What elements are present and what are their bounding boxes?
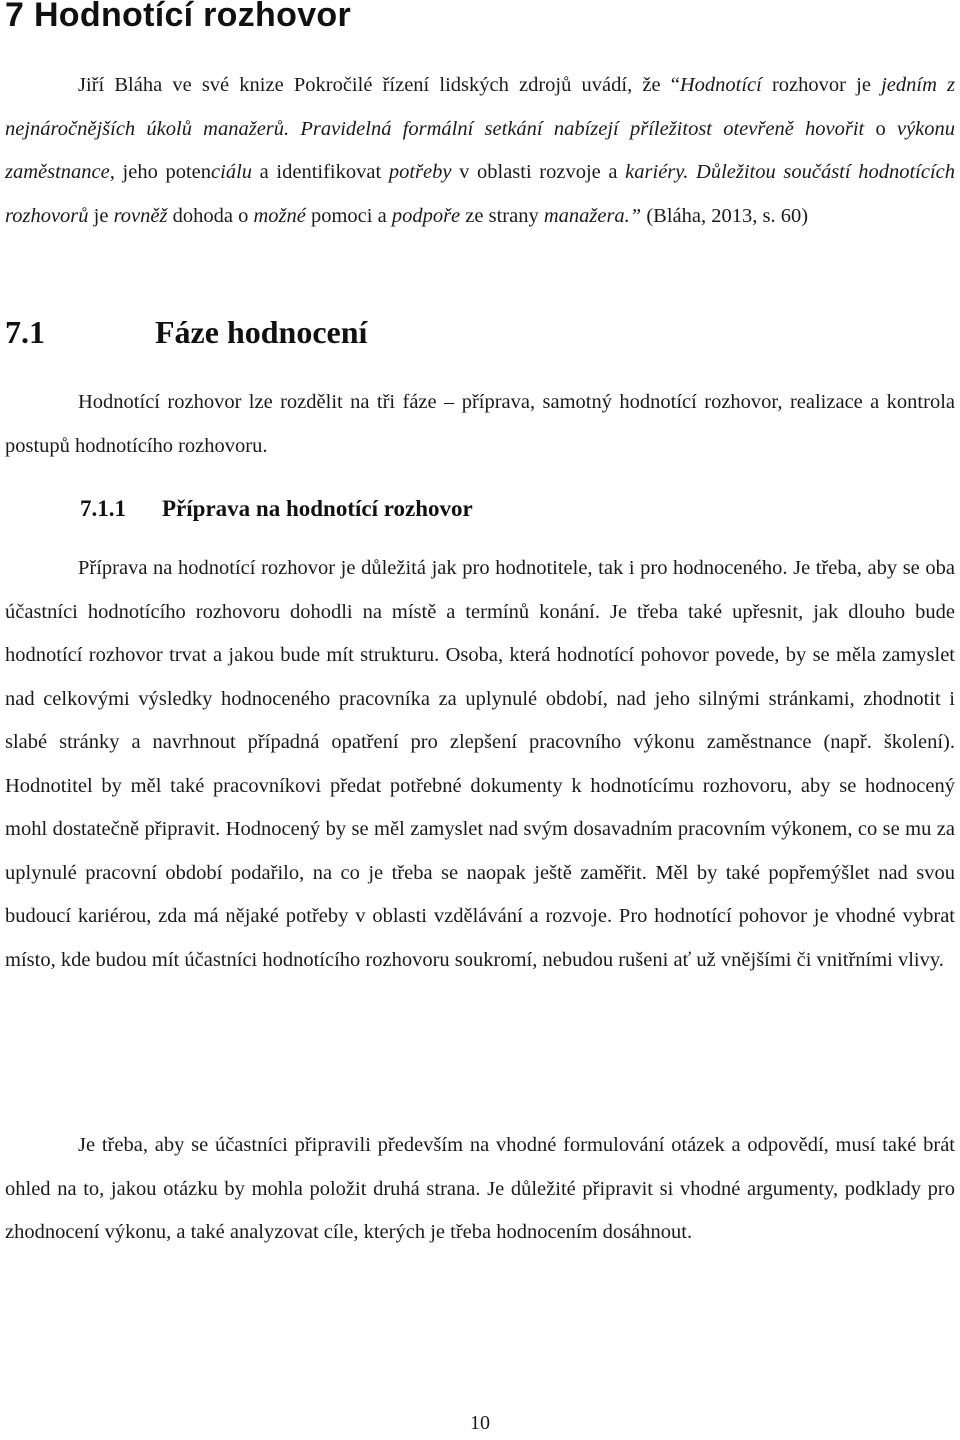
citation: (Bláha, 2013, s. 60) [641, 204, 809, 227]
subsection-number: 7.1.1 [80, 496, 126, 521]
italic-run: potřeby [388, 161, 452, 183]
subsection-title: Příprava na hodnotící rozhovor [162, 496, 473, 521]
intro-paragraph [5, 64, 955, 238]
italic-run: Hodnotící [679, 74, 762, 96]
text-run: ze strany [460, 204, 544, 227]
text-run: Jiří Bláha ve své knize Pokročilé řízení lidských zdrojů uvádí, že “ [78, 74, 680, 96]
page-number: 10 [470, 1412, 490, 1434]
chapter-heading: 7 Hodnotící rozhovor [5, 0, 351, 34]
preparation-paragraph: Příprava na hodnotící rozhovor je důležitá jak pro hodnotitele, tak i pro hodnoceného. Je třeba, aby se oba účastníci hodnotícího rozhovoru dohodli na místě a termínů konání. Je třeba také upřesnit, jak dlouho bude hodnotící rozhovor trvat a jakou bude mít strukturu. Osoba, která hodnotící pohovor povede, by se měla zamyslet nad celkovými výsledky hodnoceného pracovníka za uplynulé období, nad jeho silnými stránkami, zhodnotit i slabé stránky a navrhnout případná opatření pro zlepšení pracovního výkonu zaměstnance (např. školení). Hodnotitel by měl také pracovníkovi předat potřebné dokumenty k hodnotícímu rozhovoru, aby se hodnocený mohl dostatečně připravit. Hodnocený by se měl zamyslet nad svým dosavadním pracovním výkonem, co se mu za uplynulé pracovní období podařilo, na co je třeba se naopak ještě zaměřit. Měl by také popřemýšlet nad svou budoucí kariérou, zda má nějaké potřeby v oblasti vzdělávání a rozvoje. Pro hodnotící pohovor je vhodné vybrat místo, kde budou mít účastníci hodnotícího rozhovoru soukromí, nebudou rušeni ať už vnějšími či vnitřními vlivy. [5, 557, 955, 971]
text-run: a identifikovat [252, 161, 389, 183]
text-run: v oblasti rozvoje a [451, 161, 626, 183]
italic-run: jedním z nejnáročnějších úkolů manažerů. Pravidelná formální setkání nabízejí příležitost otevřeně hovořit [5, 74, 956, 140]
text-run: pomoci a [305, 204, 392, 227]
text-run: je [88, 204, 114, 227]
italic-run: manažera.” [543, 204, 642, 227]
italic-run: ciálu [211, 161, 253, 183]
subsection-heading [80, 496, 473, 522]
italic-run: rovněž [113, 204, 168, 227]
italic-run: možné [253, 204, 306, 227]
italic-run: kariéry. Důležitou součástí hodnotících rozhovorů [5, 161, 956, 227]
section-number: 7.1 [5, 314, 45, 350]
text-run: jeho poten [114, 161, 212, 183]
arguments-paragraph: Je třeba, aby se účastníci připravili především na vhodné formulování otázek a odpovědí, musí také brát ohled na to, jakou otázku by mohla položit druhá strana. Je důležité připravit si vhodné argumenty, podklady pro zhodnocení výkonu, a také analyzovat cíle, kterých je třeba hodnocením dosáhnout. [5, 1134, 955, 1243]
text-run: dohoda o [167, 204, 254, 227]
section-paragraph: Hodnotící rozhovor lze rozdělit na tři fáze – příprava, samotný hodnotící rozhovor, realizace a kontrola postupů hodnotícího rozhovoru. [5, 391, 955, 457]
text-run: o [864, 117, 897, 140]
section-heading [5, 314, 367, 351]
italic-run: podpoře [391, 204, 461, 227]
section-title: Fáze hodnocení [155, 314, 368, 350]
text-run: rozhovor je [761, 74, 882, 96]
italic-run: výkonu zaměstnance, [5, 117, 956, 183]
